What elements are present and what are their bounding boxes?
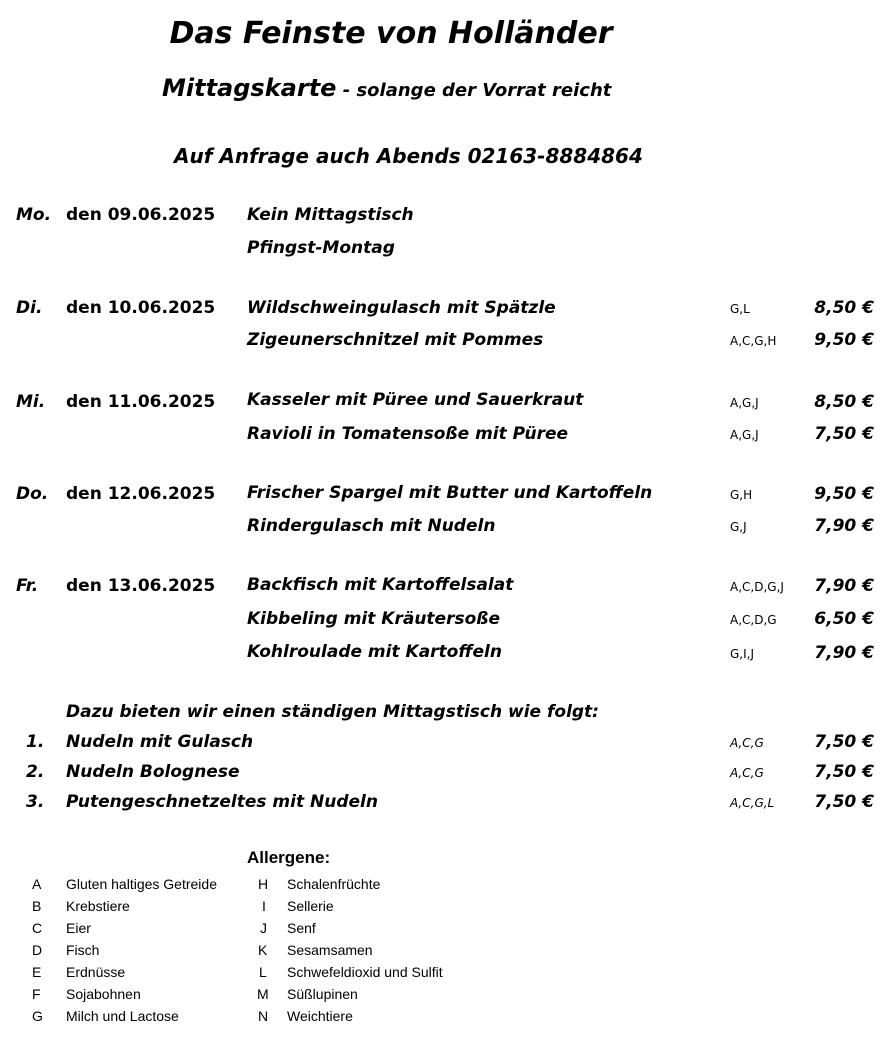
allergen-code: E <box>32 964 42 980</box>
standing-allergens: A,C,G <box>730 766 764 780</box>
dish-name: Frischer Spargel mit Butter und Kartoffeln <box>247 483 653 503</box>
dish-name: Ravioli in Tomatensoße mit Püree <box>247 424 569 444</box>
allergen-code: L <box>259 964 267 980</box>
dish-name: Backfisch mit Kartoffelsalat <box>247 575 514 595</box>
standing-dish: Nudeln mit Gulasch <box>66 732 254 752</box>
day-label: Di. <box>16 298 43 318</box>
day-label: Fr. <box>16 576 39 596</box>
dish-name: Pfingst-Montag <box>247 238 395 258</box>
allergen-name: Eier <box>66 920 91 936</box>
allergen-code: I <box>262 898 266 914</box>
dish-price: 8,50 € <box>814 298 874 318</box>
day-label: Mi. <box>16 392 46 412</box>
standing-intro: Dazu bieten wir einen ständigen Mittagstisch wie folgt: <box>66 702 599 722</box>
allergen-name: Schalenfrüchte <box>287 876 381 892</box>
allergen-code: D <box>32 942 43 958</box>
menu-subtitle <box>162 74 611 102</box>
allergen-code: B <box>32 898 42 914</box>
day-label: Do. <box>16 484 49 504</box>
standing-price: 7,50 € <box>814 792 874 812</box>
dish-allergens: G,I,J <box>730 647 755 661</box>
allergen-name: Süßlupinen <box>287 986 358 1002</box>
dish-allergens: A,C,D,G <box>730 613 777 627</box>
standing-dish: Putengeschnetzeltes mit Nudeln <box>66 792 378 812</box>
allergen-name: Erdnüsse <box>66 964 126 980</box>
day-date: den 13.06.2025 <box>66 576 216 596</box>
contact-line: Auf Anfrage auch Abends 02163-8884864 <box>174 144 643 168</box>
allergen-code: N <box>258 1008 269 1024</box>
dish-allergens: A,G,J <box>730 428 759 442</box>
standing-number: 2. <box>26 762 45 782</box>
dish-name: Zigeunerschnitzel mit Pommes <box>247 330 544 350</box>
allergen-name: Krebstiere <box>66 898 130 914</box>
allergen-name: Schwefeldioxid und Sulfit <box>287 964 443 980</box>
allergen-code: G <box>32 1008 43 1024</box>
dish-name: Kohlroulade mit Kartoffeln <box>247 642 502 662</box>
allergen-code: H <box>258 876 269 892</box>
allergen-name: Gluten haltiges Getreide <box>66 876 217 892</box>
dish-price: 9,50 € <box>814 484 874 504</box>
dish-price: 6,50 € <box>814 609 874 629</box>
dish-allergens: A,G,J <box>730 396 759 410</box>
standing-number: 1. <box>26 732 45 752</box>
subtitle-main: Mittagskarte <box>162 74 337 102</box>
dish-price: 8,50 € <box>814 392 874 412</box>
allergen-name: Sellerie <box>287 898 334 914</box>
standing-price: 7,50 € <box>814 732 874 752</box>
allergen-code: M <box>257 986 269 1002</box>
dish-price: 7,50 € <box>814 424 874 444</box>
day-date: den 09.06.2025 <box>66 205 216 225</box>
day-label: Mo. <box>16 205 52 225</box>
allergen-name: Sesamsamen <box>287 942 373 958</box>
day-date: den 12.06.2025 <box>66 484 216 504</box>
dish-allergens: G,L <box>730 302 750 316</box>
dish-name: Rindergulasch mit Nudeln <box>247 516 496 536</box>
dish-name: Kibbeling mit Kräutersoße <box>247 609 501 629</box>
allergen-code: C <box>32 920 43 936</box>
allergen-name: Sojabohnen <box>66 986 141 1002</box>
subtitle-note: - solange der Vorrat reicht <box>336 80 612 101</box>
allergen-code: F <box>32 986 41 1002</box>
dish-name: Wildschweingulasch mit Spätzle <box>247 298 556 318</box>
dish-name: Kein Mittagstisch <box>247 205 414 225</box>
standing-allergens: A,C,G <box>730 736 764 750</box>
allergen-legend-title: Allergene: <box>247 848 331 867</box>
day-date: den 11.06.2025 <box>66 392 216 412</box>
dish-allergens: G,J <box>730 520 747 534</box>
menu-title: Das Feinste von Holländer <box>169 16 613 51</box>
day-date: den 10.06.2025 <box>66 298 216 318</box>
dish-price: 7,90 € <box>814 516 874 536</box>
allergen-code: J <box>260 920 267 936</box>
dish-name: Kasseler mit Püree und Sauerkraut <box>247 390 584 410</box>
dish-allergens: A,C,G,H <box>730 334 777 348</box>
allergen-code: A <box>32 876 42 892</box>
allergen-name: Weichtiere <box>287 1008 353 1024</box>
dish-allergens: G,H <box>730 488 753 502</box>
dish-price: 7,90 € <box>814 643 874 663</box>
standing-price: 7,50 € <box>814 762 874 782</box>
allergen-code: K <box>258 942 268 958</box>
standing-dish: Nudeln Bolognese <box>66 762 240 782</box>
allergen-name: Senf <box>287 920 316 936</box>
dish-price: 7,90 € <box>814 576 874 596</box>
allergen-name: Milch und Lactose <box>66 1008 179 1024</box>
dish-price: 9,50 € <box>814 330 874 350</box>
allergen-name: Fisch <box>66 942 100 958</box>
dish-allergens: A,C,D,G,J <box>730 580 784 594</box>
standing-allergens: A,C,G,L <box>730 796 775 810</box>
standing-number: 3. <box>26 792 45 812</box>
